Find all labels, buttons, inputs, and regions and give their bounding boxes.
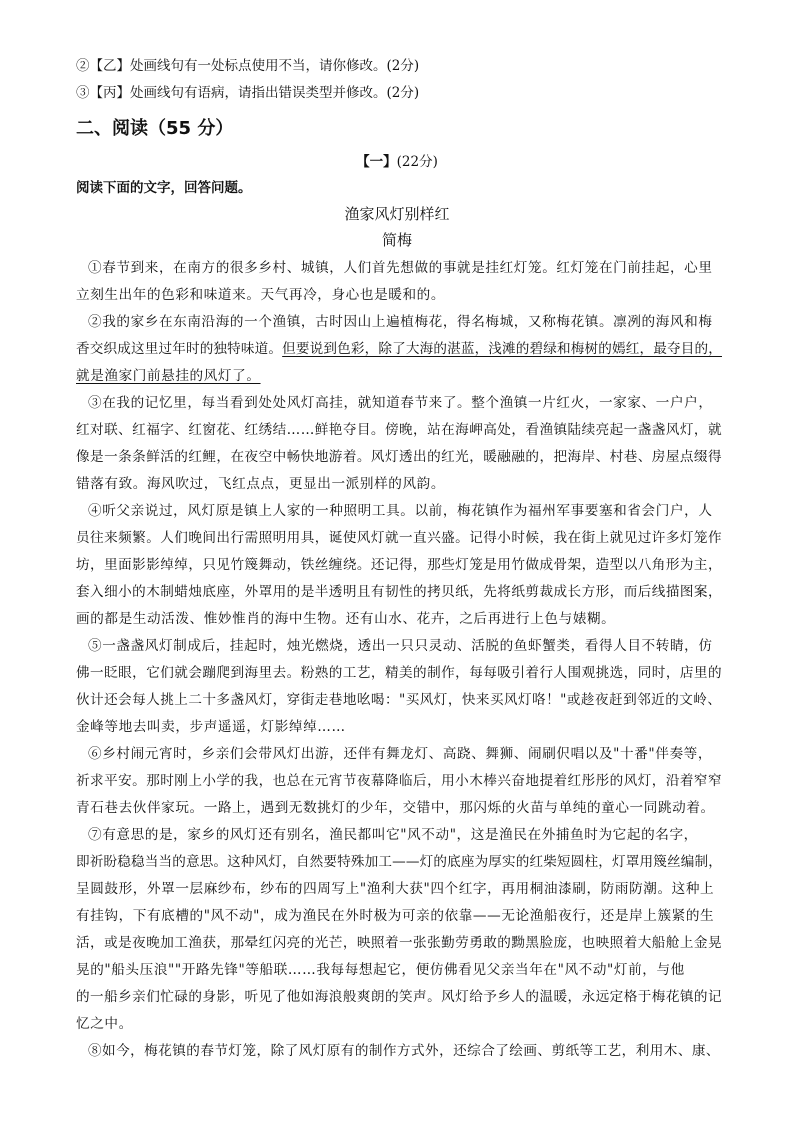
- underlined-sentence: 但要说到色彩，除了大海的湛蓝，浅滩的碧绿和梅树的嫣红，最夺目的，: [282, 341, 722, 357]
- article-line: ⑥乡村闹元宵时，乡亲们会带风灯出游，还伴有舞龙灯、高跷、舞狮、闹刷伬唱以及"十番"伴奏等，: [88, 746, 713, 762]
- article-author: 简梅: [381, 231, 412, 249]
- article-line: 立刻生出年的色彩和味道来。天气再冷，身心也是暖和的。: [76, 287, 446, 303]
- article-line: 金峰等地去叫卖，步声遥遥，灯影绰绰……: [76, 719, 346, 735]
- article-line: 套入细小的木制蜡烛底座，外罩用的是半透明且有韧性的拷贝纸，先将纸剪裁成长方形，而后线描图案，: [76, 584, 723, 600]
- reading-instruction: 阅读下面的文字，回答问题。: [76, 180, 252, 196]
- article-line: 呈圆鼓形，外罩一层麻纱布，纱布的四周写上"渔利大获"四个红字，再用桐油漆刷，防雨防潮。这种上: [76, 881, 715, 897]
- part-points: (22分): [396, 154, 438, 170]
- part-label: 【一】: [356, 154, 397, 170]
- article-line: 员往来频繁。人们晚间出行需照明用具，诞使风灯就一直兴盛。记得小时候，我在街上就见过许多灯笼作: [76, 530, 723, 546]
- article-line: ③在我的记忆里，每当看到处处风灯高挂，就知道春节来了。整个渔镇一片红火，一家家、一户户，: [88, 395, 713, 411]
- article-line: 忆之中。: [76, 1016, 133, 1032]
- article-line: 坊，里面影影绰绰，只见竹篾舞动，铁丝缠绕。还记得，那些灯笼是用竹做成骨架，造型以八角形为主，: [76, 557, 723, 573]
- underlined-sentence-end: 就是渔家门前悬挂的风灯了。: [76, 368, 261, 384]
- article-line: 错落有致。海风吹过，飞红点点，更显出一派别样的风韵。: [76, 476, 446, 492]
- article-line: ①春节到来，在南方的很多乡村、城镇，人们首先想做的事就是挂红灯笼。红灯笼在门前挂起，心里: [88, 260, 713, 276]
- question-3: ③【丙】处画线句有语病，请指出错误类型并修改。(2分): [76, 85, 420, 101]
- article-line: ⑧如今，梅花镇的春节灯笼，除了风灯原有的制作方式外，还综合了绘画、剪纸等工艺，利用木、康、: [88, 1043, 720, 1059]
- article-line: 青石巷去伙伴家玩。一路上，遇到无数挑灯的少年，交错中，那闪烁的火苗与单纯的童心一同跳动着。: [76, 800, 715, 816]
- article-line: 有挂钩，下有底槽的"风不动"，成为渔民在外时极为可亲的依靠——无论渔船夜行，还是岸上簇紧的生: [76, 908, 715, 924]
- article-line: [76, 339, 720, 359]
- article-line: 佛一眨眼，它们就会蹦爬到海里去。粉熟的工艺，精美的制作，每每吸引着行人围观挑选，同时，店里的: [76, 665, 723, 681]
- article-line: 即祈盼稳稳当当的意思。这种风灯，自然要特殊加工——灯的底座为厚实的红柴短圆柱，灯罩用篾丝编制，: [76, 854, 722, 870]
- article-line: 祈求平安。那时刚上小学的我，也总在元宵节夜幕降临后，用小木棒兴奋地提着红彤彤的风灯，沿着窄窄: [76, 773, 723, 789]
- article-line: 的一船乡亲们忙碌的身影，听见了他如海浪般爽朗的笑声。风灯给予乡人的温暖，永远定格于梅花镇的记: [76, 989, 723, 1005]
- article-line: 画的都是生动活泼、惟妙惟肖的海中生物。还有山水、花卉，之后再进行上色与婊糊。: [76, 611, 616, 627]
- article-line: ⑦有意思的是，家乡的风灯还有别名，渔民都叫它"风不动"，这是渔民在外捕鱼时为它起的名字，: [88, 827, 698, 843]
- part-heading: [0, 150, 794, 170]
- article-title: 渔家风灯别样红: [344, 205, 450, 223]
- question-2: ②【乙】处画线句有一处标点使用不当，请你修改。(2分): [76, 58, 420, 74]
- article-line: 晃的"船头压浪""开路先锋"等船联……我每每想起它，便仿佛看见父亲当年在"风不动"灯前，与他: [76, 962, 685, 978]
- article-line-part: 香交织成这里过年时的独特味道。: [76, 341, 283, 357]
- article-line: ②我的家乡在东南沿海的一个渔镇，古时因山上遍植梅花，得名梅城，又称梅花镇。凛冽的海风和梅: [88, 314, 713, 330]
- section-title: 二、阅读（55 分）: [76, 118, 234, 139]
- article-line: 像是一条条鲜活的红鲤，在夜空中畅快地游着。风灯透出的红光，暖融融的，把海岸、村巷、房屋点缀得: [76, 449, 723, 465]
- article-line: 红对联、红福字、红窗花、红绣结……鲜艳夺目。傍晚，站在海岬高处，看渔镇陆续亮起一盏盏风灯，就: [76, 422, 723, 438]
- article-line: ④听父亲说过，风灯原是镇上人家的一种照明工具。以前，梅花镇作为福州军事要塞和省会门户，人: [88, 503, 713, 519]
- article-line: 伙计还会每人挑上二十多盏风灯，穿街走巷地吆喝："买风灯，快来买风灯咯！"或趁夜赶到邻近的文岭、: [76, 692, 722, 708]
- article-line: 活，或是夜晚加工渔获，那晕红闪亮的光芒，映照着一张张勤劳勇敢的黝黑脸庞，也映照着大船舱上金晃: [76, 935, 723, 951]
- article-line: ⑤一盏盏风灯制成后，挂起时，烛光燃烧，透出一只只灵动、活脱的鱼虾蟹类，看得人目不转睛，仿: [88, 638, 713, 654]
